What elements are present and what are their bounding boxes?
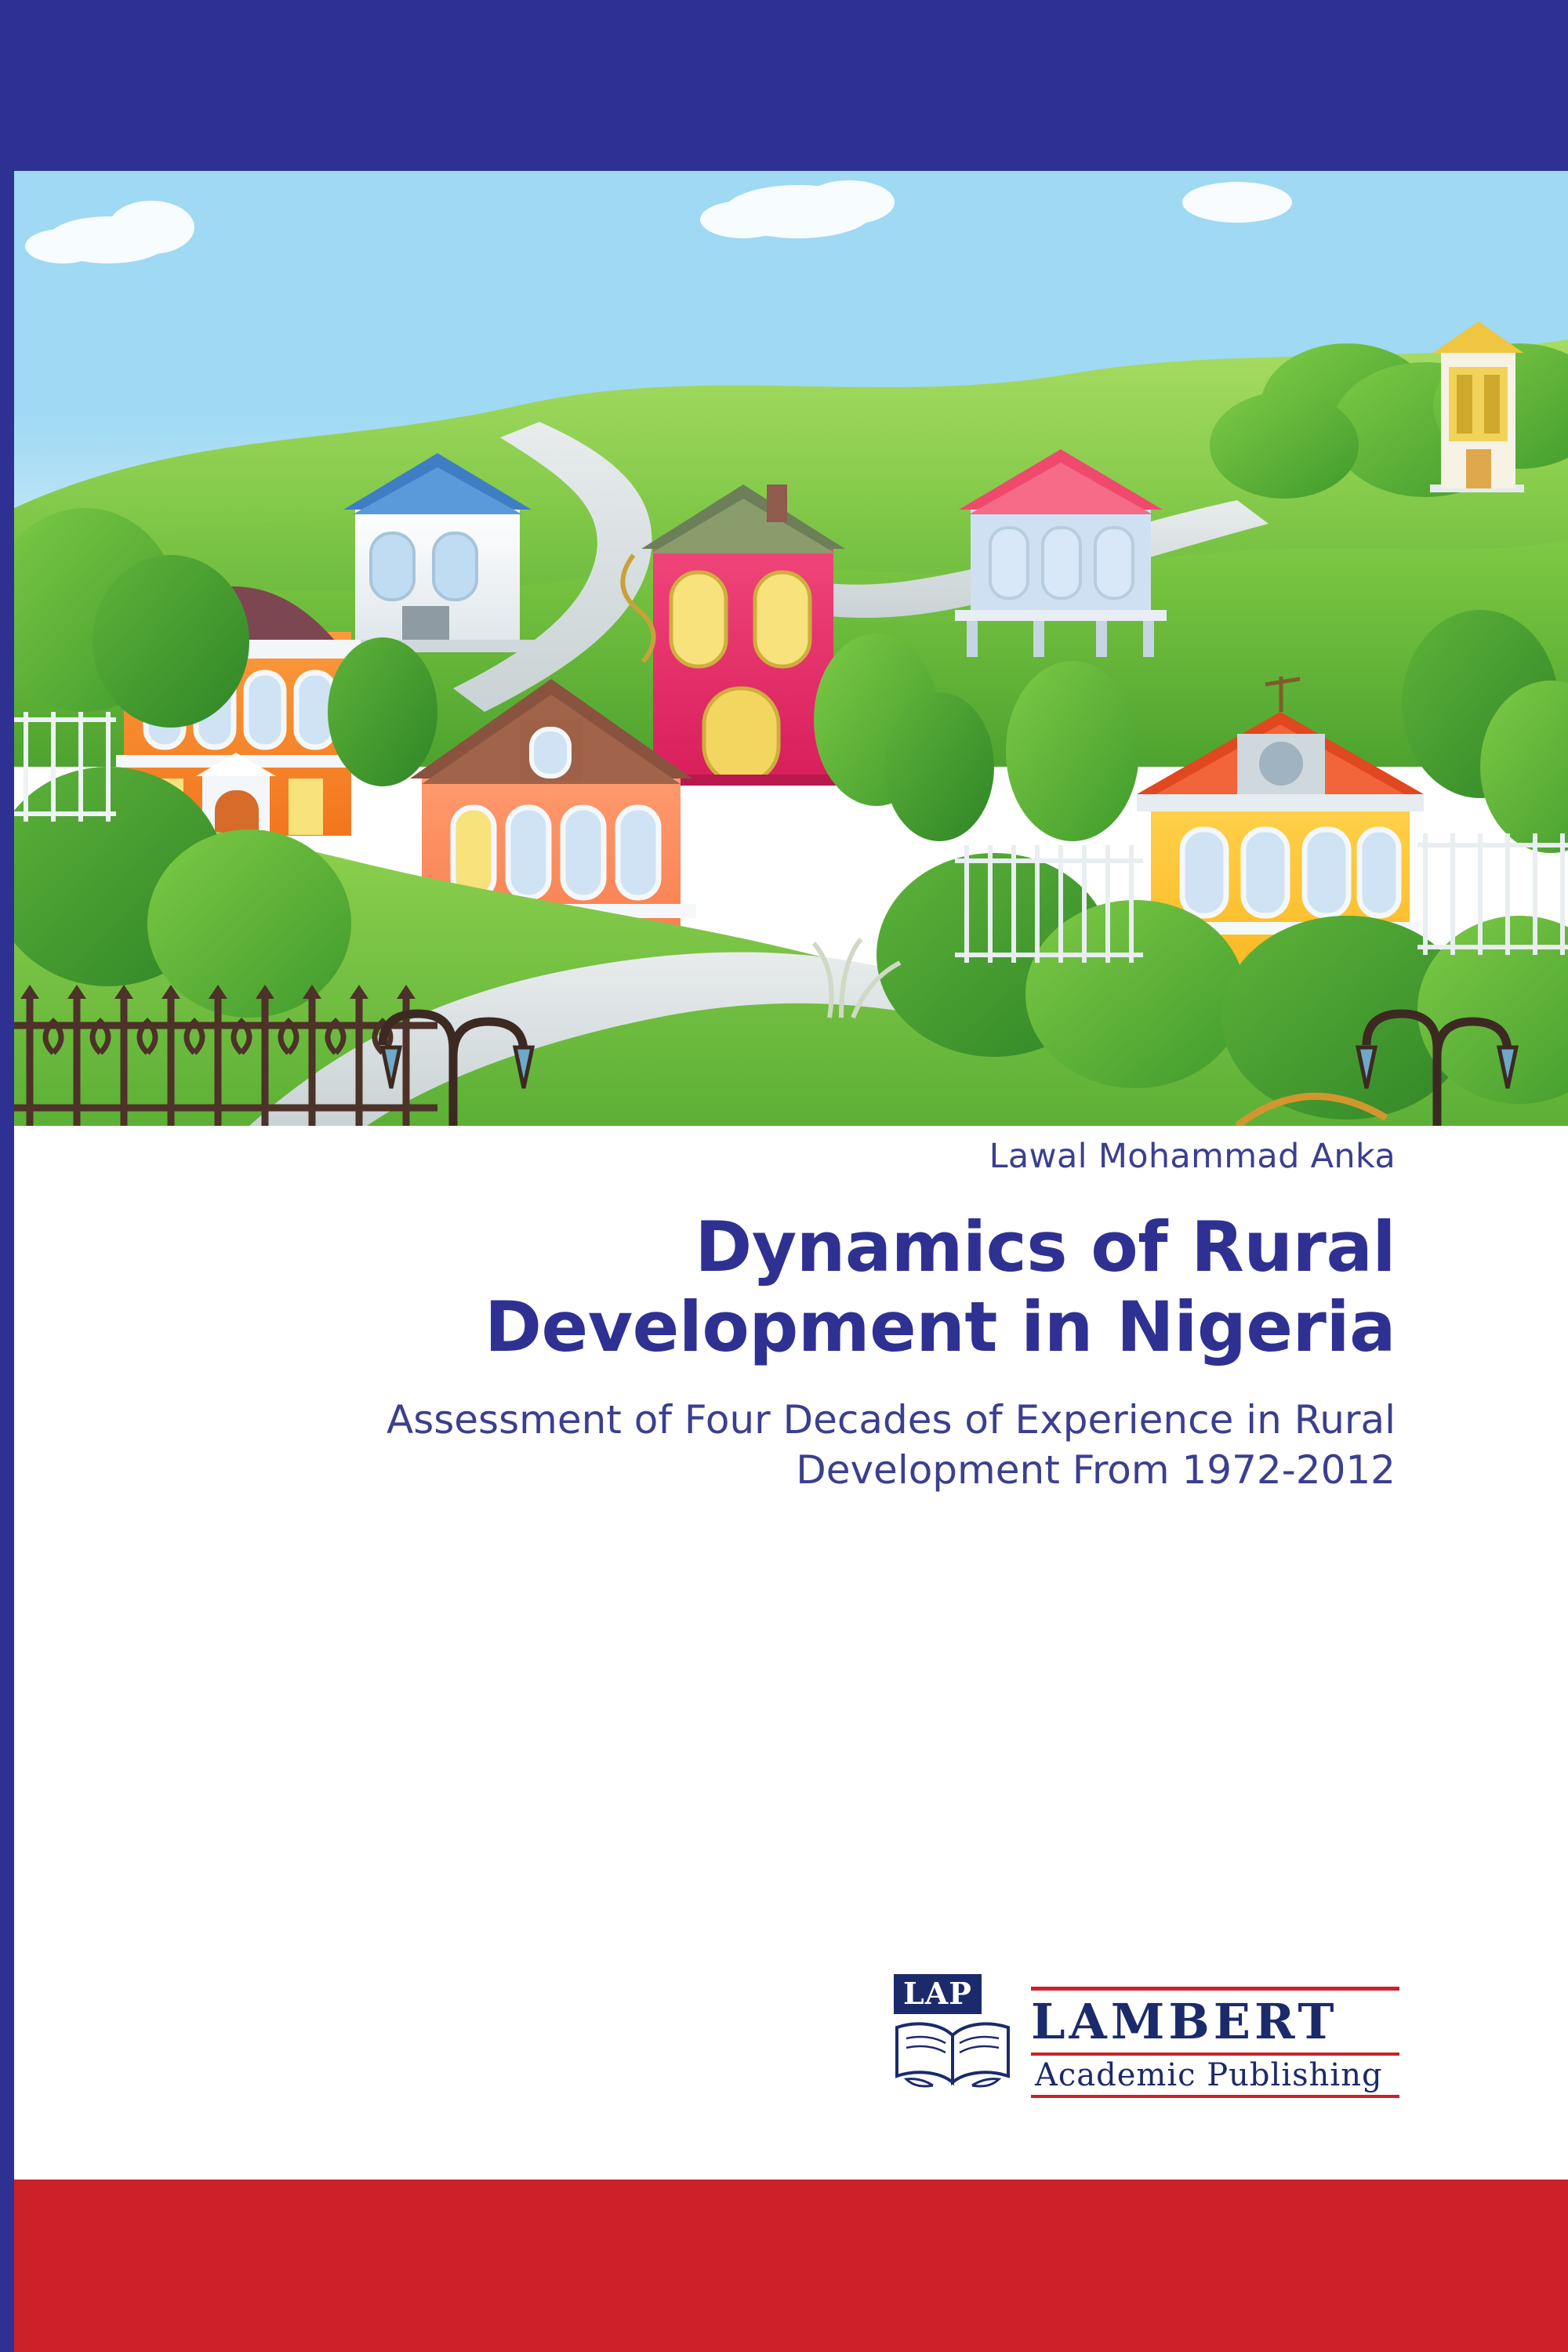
logo-rule-middle bbox=[1031, 2053, 1399, 2056]
logo-rule-top bbox=[1031, 1987, 1399, 1991]
publisher-logo bbox=[878, 1976, 1411, 2101]
author-name: Lawal Mohammad Anka bbox=[989, 1137, 1396, 1176]
logo-rule-bottom bbox=[1031, 2095, 1399, 2098]
publisher-tagline: Academic Publishing bbox=[1035, 2057, 1383, 2093]
tower bbox=[1430, 321, 1524, 492]
subtitle bbox=[94, 1396, 1396, 1495]
subtitle-line-2: Development From 1972-2012 bbox=[796, 1446, 1396, 1493]
bottom-color-band bbox=[0, 2180, 1568, 2352]
subtitle-line-1: Assessment of Four Decades of Experience in Rural bbox=[386, 1397, 1396, 1443]
spine-band bbox=[0, 0, 14, 2352]
publisher-name: LAMBERT bbox=[1031, 1993, 1338, 2050]
open-book-icon bbox=[886, 2013, 1019, 2096]
cover-illustration bbox=[14, 171, 1568, 1126]
top-color-band bbox=[0, 0, 1568, 171]
title-line-1: Dynamics of Rural bbox=[695, 1207, 1396, 1287]
page-title bbox=[94, 1207, 1396, 1367]
cover-text-block bbox=[94, 1137, 1396, 1495]
title-line-2: Development in Nigeria bbox=[484, 1287, 1396, 1368]
lap-mark: LAP bbox=[894, 1974, 982, 2014]
